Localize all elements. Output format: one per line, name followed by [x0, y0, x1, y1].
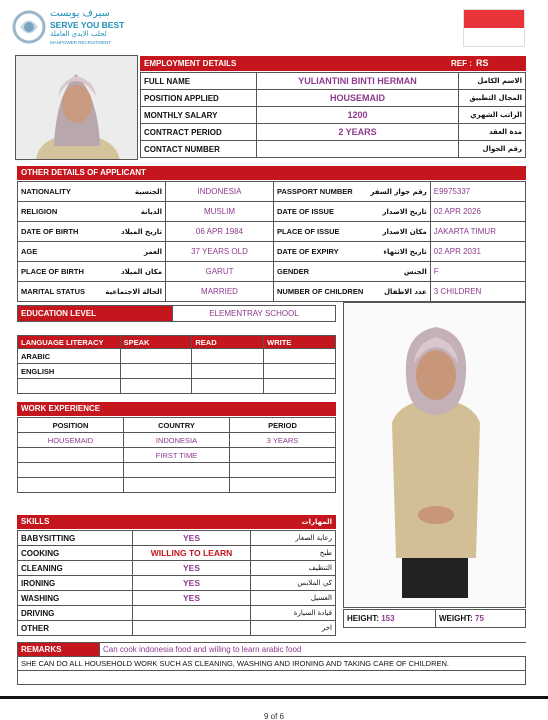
employment-value: 2 YEARS: [257, 124, 459, 141]
weight-value: 75: [475, 614, 484, 623]
other-value-2: F: [430, 262, 525, 282]
employment-row: [141, 107, 526, 124]
employment-details-title: EMPLOYMENT DETAILS: [144, 59, 237, 68]
remarks-label: REMARKS: [18, 643, 100, 657]
remarks-line2: SHE CAN DO ALL HOUSEHOLD WORK SUCH AS CLEANING, WASHING AND IRONING AND TAKING CARE OF CHILDREN.: [18, 657, 526, 671]
skills-title: SKILLS: [21, 517, 50, 526]
education-table: [17, 305, 336, 322]
language-level-cell: [264, 349, 336, 364]
other-value: 37 YEARS OLD: [166, 242, 274, 262]
language-row: [18, 379, 336, 394]
language-level-cell: [192, 379, 264, 394]
work-experience-table: [17, 417, 336, 493]
skill-row: [18, 606, 336, 621]
employment-value: [257, 141, 459, 158]
remarks-line1: Can cook indonesia food and willing to learn arabic food: [100, 643, 526, 657]
employment-label: POSITION APPLIED: [141, 90, 257, 107]
language-level-cell: [120, 364, 192, 379]
work-experience-header: [17, 402, 336, 416]
employment-row: [141, 124, 526, 141]
employment-value: YULIANTINI BINTI HERMAN: [257, 73, 459, 90]
other-details-title: OTHER DETAILS OF APPLICANT: [21, 168, 146, 177]
employment-row: [141, 73, 526, 90]
other-label-ar: العمر: [96, 242, 166, 262]
other-label-2: GENDER: [274, 262, 367, 282]
other-value-2: 02 APR 2031: [430, 242, 525, 262]
work-row: [18, 463, 336, 478]
skill-label: IRONING: [18, 576, 133, 591]
skill-label: DRIVING: [18, 606, 133, 621]
other-label: PLACE OF BIRTH: [18, 262, 96, 282]
skill-value: [133, 621, 251, 636]
other-value: GARUT: [166, 262, 274, 282]
height-value: 153: [381, 614, 395, 623]
language-level-cell: [192, 364, 264, 379]
skill-label-ar: قيادة السيارة: [251, 606, 336, 621]
other-label-2-ar: الجنس: [366, 262, 430, 282]
skill-row: [18, 621, 336, 636]
other-label-2: PLACE OF ISSUE: [274, 222, 367, 242]
employment-label-ar: الراتب الشهري: [459, 107, 526, 124]
language-name: ENGLISH: [18, 364, 121, 379]
logo-mark-icon: [12, 10, 46, 44]
other-label-2-ar: مكان الاصدار: [366, 222, 430, 242]
work-col-header: POSITION: [18, 418, 124, 433]
weight-label: WEIGHT:: [439, 614, 473, 623]
work-cell: [18, 448, 124, 463]
brand-name: SERVE YOU BEST: [50, 20, 125, 30]
other-value: MARRIED: [166, 282, 274, 302]
skill-row: [18, 576, 336, 591]
skill-value: [133, 606, 251, 621]
work-header-row: [18, 418, 336, 433]
other-details-row: [18, 182, 526, 202]
language-header-cell: LANGUAGE LITERACY: [18, 336, 121, 349]
skills-title-ar: المهارات: [301, 518, 332, 526]
work-cell: [18, 478, 124, 493]
work-cell: [124, 463, 230, 478]
work-cell: [230, 478, 336, 493]
employment-details-header: [140, 56, 526, 71]
other-value: 06 APR 1984: [166, 222, 274, 242]
other-label: NATIONALITY: [18, 182, 96, 202]
remarks-table: [17, 642, 526, 685]
skill-label: WASHING: [18, 591, 133, 606]
work-cell: [230, 463, 336, 478]
employment-label: CONTACT NUMBER: [141, 141, 257, 158]
language-header-cell: WRITE: [264, 336, 336, 349]
other-label-2-ar: عدد الاطفال: [366, 282, 430, 302]
skills-table: [17, 530, 336, 636]
other-value-2: 3 CHILDREN: [430, 282, 525, 302]
work-cell: HOUSEMAID: [18, 433, 124, 448]
employment-label-ar: الاسم الكامل: [459, 73, 526, 90]
language-name: ARABIC: [18, 349, 121, 364]
brand-arabic: سيرف يوبست: [50, 8, 110, 19]
work-col-header: COUNTRY: [124, 418, 230, 433]
other-label-2: NUMBER OF CHILDREN: [274, 282, 367, 302]
language-level-cell: [120, 349, 192, 364]
other-label: AGE: [18, 242, 96, 262]
skill-label: BABYSITTING: [18, 531, 133, 546]
other-value-2: E9975337: [430, 182, 525, 202]
employment-label: FULL NAME: [141, 73, 257, 90]
education-value: ELEMENTRAY SCHOOL: [173, 306, 336, 322]
other-details-row: [18, 242, 526, 262]
skill-label-ar: اخر: [251, 621, 336, 636]
work-cell: FIRST TIME: [124, 448, 230, 463]
employment-value: 1200: [257, 107, 459, 124]
skill-label-ar: التنظيف: [251, 561, 336, 576]
skill-value: YES: [133, 561, 251, 576]
language-name: [18, 379, 121, 394]
employment-row: [141, 141, 526, 158]
brand-logo: [10, 6, 130, 48]
work-col-header: PERIOD: [230, 418, 336, 433]
other-label-ar: الحالة الاجتماعية: [96, 282, 166, 302]
remarks-blank-row: [18, 671, 526, 685]
employment-label: MONTHLY SALARY: [141, 107, 257, 124]
indonesia-flag-icon: [463, 9, 525, 47]
ref-label: REF :: [451, 59, 472, 68]
other-label-2: DATE OF ISSUE: [274, 202, 367, 222]
page-number: 9 of 6: [263, 712, 284, 720]
ref-value: RS: [476, 58, 489, 68]
employment-row: [141, 90, 526, 107]
skills-header: [17, 515, 336, 529]
language-level-cell: [120, 379, 192, 394]
employment-label-ar: رقم الجوال: [459, 141, 526, 158]
skill-value: WILLING TO LEARN: [133, 546, 251, 561]
language-header-cell: SPEAK: [120, 336, 192, 349]
employment-label-ar: مدة العقد: [459, 124, 526, 141]
page-divider: [0, 696, 548, 699]
other-label-2-ar: رقم جواز السفر: [366, 182, 430, 202]
other-value: INDONESIA: [166, 182, 274, 202]
other-label-ar: مكان الميلاد: [96, 262, 166, 282]
work-row: [18, 448, 336, 463]
measurements-table: [343, 609, 526, 628]
work-row: [18, 433, 336, 448]
work-cell: [18, 463, 124, 478]
skill-value: YES: [133, 576, 251, 591]
skill-row: [18, 561, 336, 576]
skill-row: [18, 531, 336, 546]
employment-label-ar: المجال التطبيق: [459, 90, 526, 107]
other-label: RELIGION: [18, 202, 96, 222]
work-row: [18, 478, 336, 493]
skill-label-ar: الغسيل: [251, 591, 336, 606]
other-label-ar: تاريخ الميلاد: [96, 222, 166, 242]
other-value-2: JAKARTA TIMUR: [430, 222, 525, 242]
other-label: DATE OF BIRTH: [18, 222, 96, 242]
employment-table: [140, 72, 526, 158]
other-details-row: [18, 282, 526, 302]
brand-arabic-sub: لجلب الايدي العاملة: [50, 30, 107, 38]
other-label-ar: الجنسية: [96, 182, 166, 202]
skill-label-ar: رعاية الصغار: [251, 531, 336, 546]
other-label-ar: الديانة: [96, 202, 166, 222]
language-row: [18, 349, 336, 364]
applicant-full-photo: [343, 302, 526, 608]
language-header-row: [18, 336, 336, 349]
work-cell: [230, 448, 336, 463]
skill-label: OTHER: [18, 621, 133, 636]
other-label-2: PASSPORT NUMBER: [274, 182, 367, 202]
other-label: MARITAL STATUS: [18, 282, 96, 302]
language-header-cell: READ: [192, 336, 264, 349]
employment-label: CONTRACT PERIOD: [141, 124, 257, 141]
language-row: [18, 364, 336, 379]
language-level-cell: [192, 349, 264, 364]
language-table: [17, 335, 336, 394]
work-cell: [124, 478, 230, 493]
language-level-cell: [264, 379, 336, 394]
skill-value: YES: [133, 531, 251, 546]
work-cell: INDONESIA: [124, 433, 230, 448]
other-details-row: [18, 262, 526, 282]
skill-value: YES: [133, 591, 251, 606]
height-label: HEIGHT:: [347, 614, 379, 623]
education-label: EDUCATION LEVEL: [18, 306, 173, 322]
applicant-portrait: [15, 55, 138, 160]
work-experience-title: WORK EXPERIENCE: [21, 404, 101, 413]
skill-label: CLEANING: [18, 561, 133, 576]
work-cell: 3 YEARS: [230, 433, 336, 448]
other-label-2: DATE OF EXPIRY: [274, 242, 367, 262]
other-label-2-ar: تاريخ الاصدار: [366, 202, 430, 222]
other-details-row: [18, 202, 526, 222]
other-details-table: [17, 181, 526, 302]
other-label-2-ar: تاريخ الانتهاء: [366, 242, 430, 262]
skill-label-ar: طبخ: [251, 546, 336, 561]
skill-row: [18, 546, 336, 561]
other-value-2: 02 APR 2026: [430, 202, 525, 222]
brand-tagline: MANPOWER RECRUITMENT: [50, 40, 111, 45]
employment-value: HOUSEMAID: [257, 90, 459, 107]
height-cell: [344, 610, 436, 628]
language-level-cell: [264, 364, 336, 379]
other-details-row: [18, 222, 526, 242]
skill-label-ar: كي الملابس: [251, 576, 336, 591]
other-details-header: [17, 166, 526, 180]
weight-cell: [436, 610, 526, 628]
skill-label: COOKING: [18, 546, 133, 561]
other-value: MUSLIM: [166, 202, 274, 222]
skill-row: [18, 591, 336, 606]
